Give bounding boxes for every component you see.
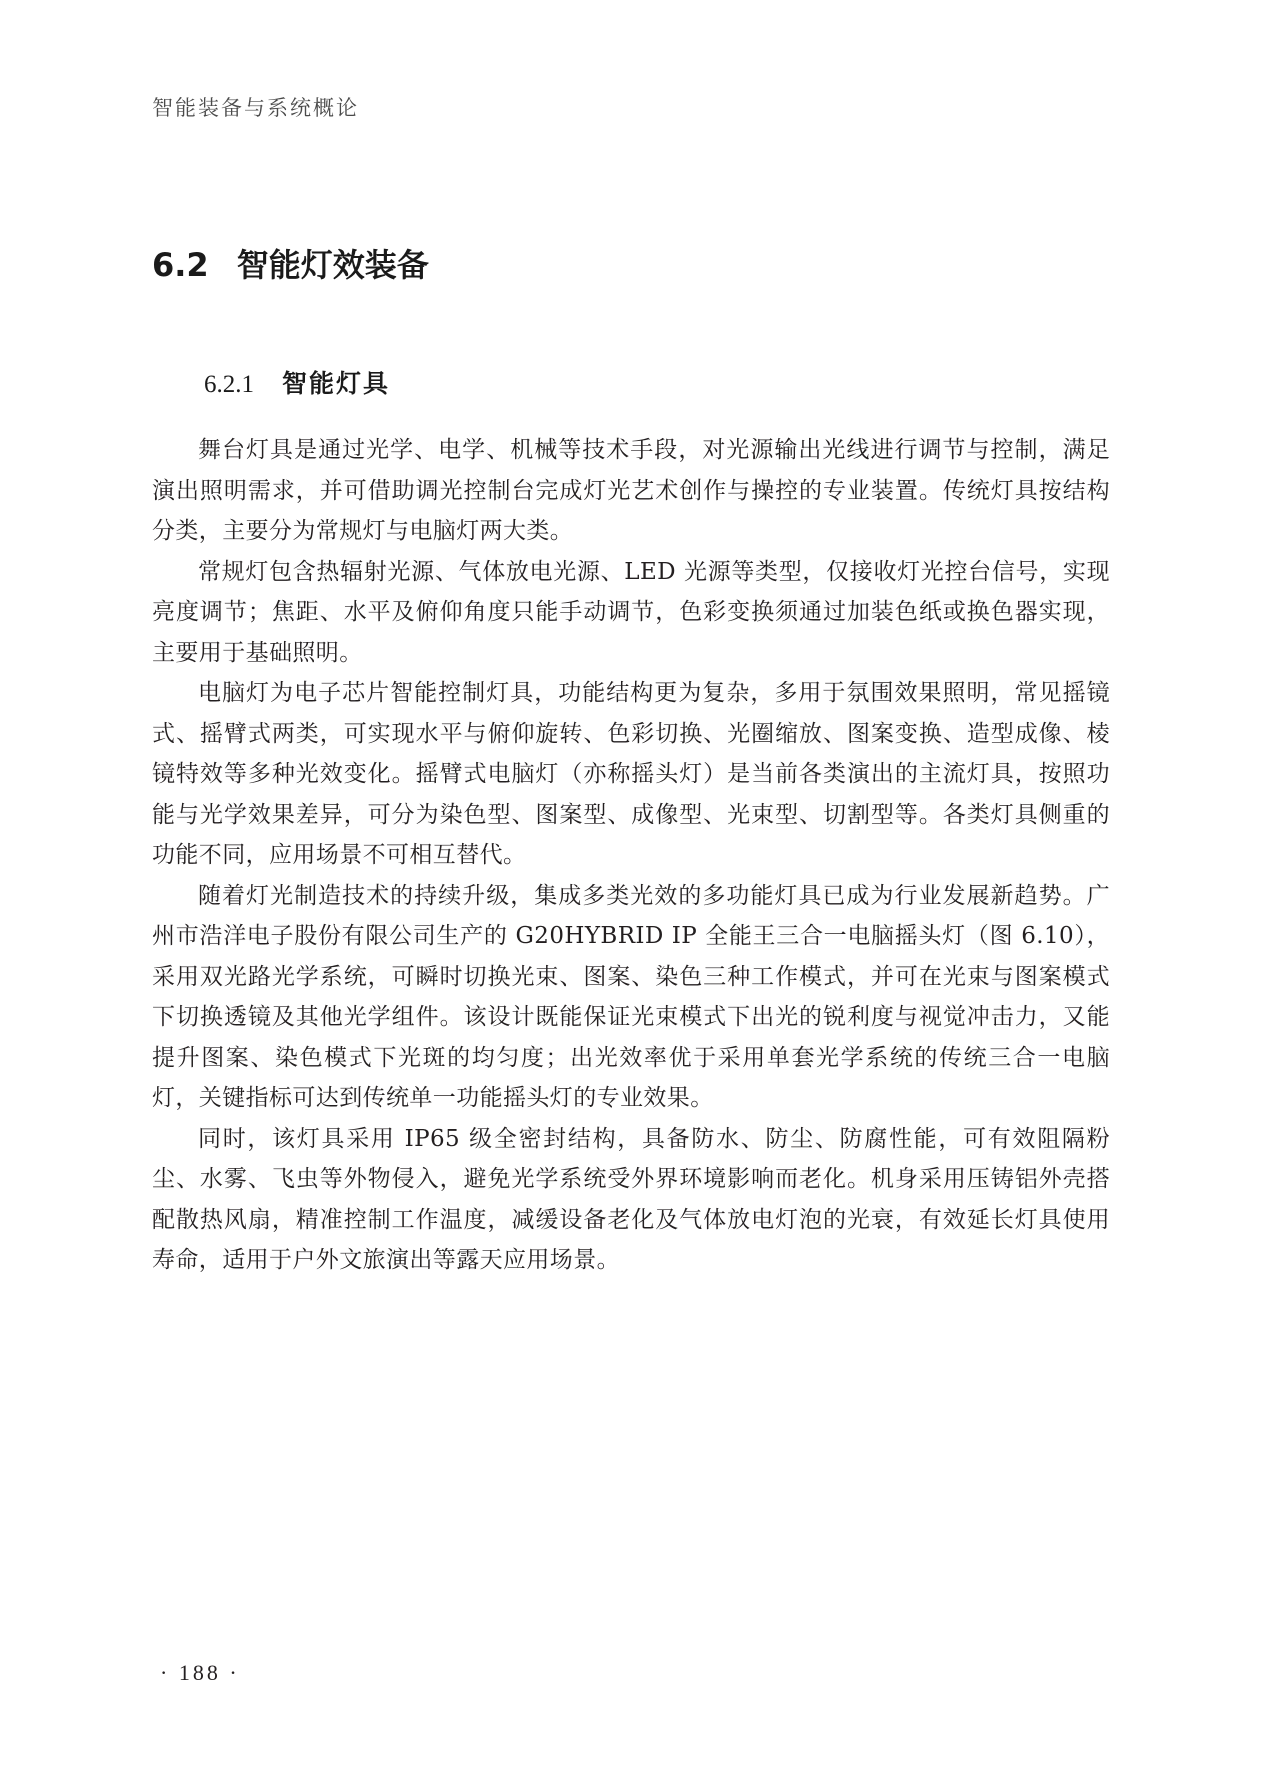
- section-heading: [152, 240, 429, 286]
- section-number: 6.2: [152, 246, 209, 284]
- paragraph: 随着灯光制造技术的持续升级，集成多类光效的多功能灯具已成为行业发展新趋势。广州市浩洋电子股份有限公司生产的 G20HYBRID IP 全能王三合一电脑摇头灯（图 6.10），采用双光路光学系统，可瞬时切换光束、图案、染色三种工作模式，并可在光束与图案模式下切换透镜及其他光学组件。该设计既能保证光束模式下出光的锐利度与视觉冲击力，又能提升图案、染色模式下光斑的均匀度；出光效率优于采用单套光学系统的传统三合一电脑灯，关键指标可达到传统单一功能摇头灯的专业效果。: [152, 882, 1110, 1111]
- subsection-title: 智能灯具: [282, 369, 391, 398]
- subsection-heading: [204, 364, 390, 400]
- paragraph: 舞台灯具是通过光学、电学、机械等技术手段，对光源输出光线进行调节与控制，满足演出照明需求，并可借助调光控制台完成灯光艺术创作与操控的专业装置。传统灯具按结构分类，主要分为常规灯与电脑灯两大类。: [152, 437, 1110, 544]
- paragraph: 同时，该灯具采用 IP65 级全密封结构，具备防水、防尘、防腐性能，可有效阻隔粉尘、水雾、飞虫等外物侵入，避免光学系统受外界环境影响而老化。机身采用压铸铝外壳搭配散热风扇，精准控制工作温度，减缓设备老化及气体放电灯泡的光衰，有效延长灯具使用寿命，适用于户外文旅演出等露天应用场景。: [152, 1125, 1110, 1273]
- page-number: · 188 ·: [160, 1660, 240, 1685]
- body-text: [152, 430, 1110, 1281]
- paragraph: 常规灯包含热辐射光源、气体放电光源、LED 光源等类型，仅接收灯光控台信号，实现亮度调节；焦距、水平及俯仰角度只能手动调节，色彩变换须通过加装色纸或换色器实现，主要用于基础照明。: [152, 558, 1110, 666]
- running-header: 智能装备与系统概论: [152, 96, 359, 120]
- section-title: 智能灯效装备: [236, 246, 429, 284]
- subsection-number: 6.2.1: [204, 371, 254, 398]
- paragraph: 电脑灯为电子芯片智能控制灯具，功能结构更为复杂，多用于氛围效果照明，常见摇镜式、摇臂式两类，可实现水平与俯仰旋转、色彩切换、光圈缩放、图案变换、造型成像、棱镜特效等多种光效变化。摇臂式电脑灯（亦称摇头灯）是当前各类演出的主流灯具，按照功能与光学效果差异，可分为染色型、图案型、成像型、光束型、切割型等。各类灯具侧重的功能不同，应用场景不可相互替代。: [152, 680, 1110, 868]
